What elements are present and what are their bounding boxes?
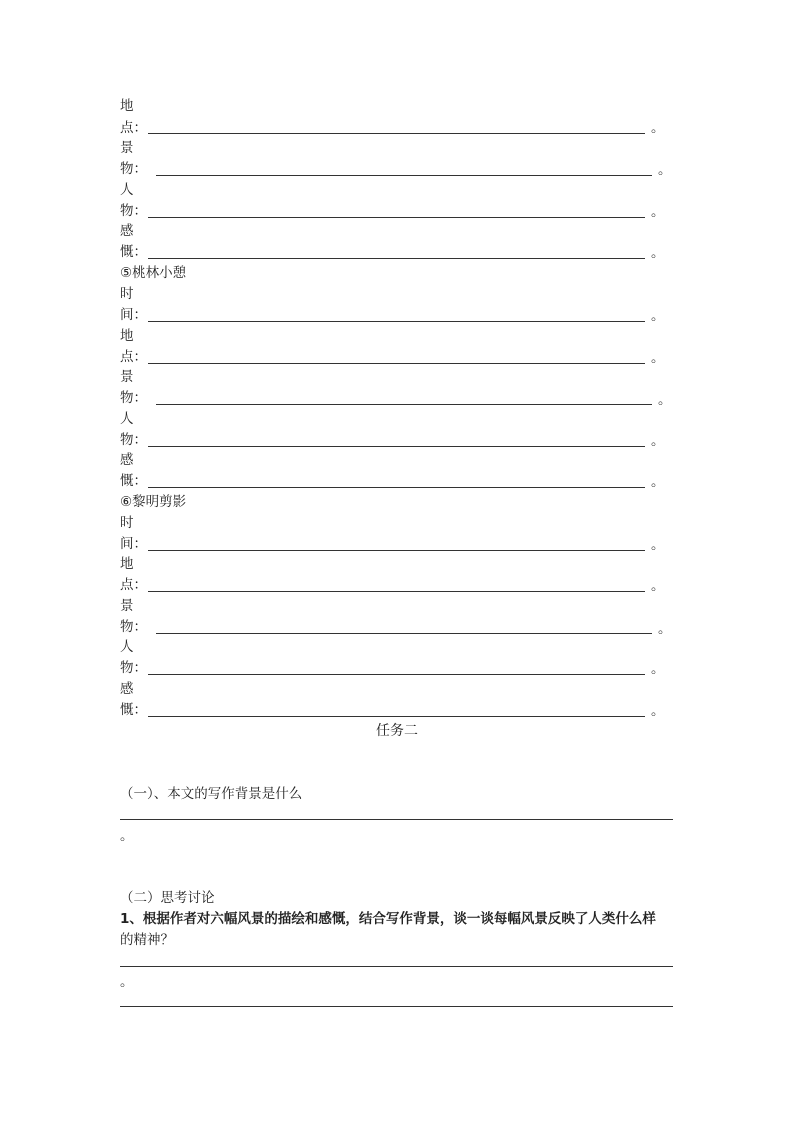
answer-line[interactable]: [148, 674, 645, 675]
period: 。: [651, 245, 665, 261]
answer-line[interactable]: [156, 404, 652, 405]
section-title: ⑤桃林小憩: [120, 265, 187, 281]
field-char-top: 景: [120, 369, 134, 385]
answer-line[interactable]: [148, 258, 645, 259]
field-char-top: 感: [120, 223, 134, 239]
field-label: 物：: [120, 203, 147, 219]
period: 。: [651, 578, 665, 594]
period: 。: [651, 308, 665, 324]
field-label: 间：: [120, 307, 147, 323]
question-1: （一）、本文的写作背景是什么: [120, 786, 303, 802]
answer-line[interactable]: [148, 591, 645, 592]
answer-line[interactable]: [156, 175, 652, 176]
field-label: 物：: [120, 619, 147, 635]
period: 。: [120, 974, 134, 990]
task-title: 任务二: [376, 723, 418, 739]
answer-line[interactable]: [148, 363, 645, 364]
answer-line[interactable]: [148, 487, 645, 488]
field-label: 物：: [120, 432, 147, 448]
answer-line[interactable]: [148, 217, 645, 218]
field-label: 物：: [120, 161, 147, 177]
field-label: 物：: [120, 390, 147, 406]
period: 。: [120, 828, 134, 844]
field-label: 物：: [120, 660, 147, 676]
answer-line[interactable]: [148, 716, 645, 717]
field-char-top: 感: [120, 681, 134, 697]
answer-line[interactable]: [148, 133, 645, 134]
period: 。: [651, 204, 665, 220]
field-label: 慨：: [120, 244, 147, 260]
period: 。: [651, 120, 665, 136]
period: 。: [658, 621, 672, 637]
question-2-heading: （二）思考讨论: [120, 890, 215, 906]
field-label: 慨：: [120, 473, 147, 489]
period: 。: [651, 661, 665, 677]
answer-line[interactable]: [156, 633, 652, 634]
field-char-top: 地: [120, 328, 134, 344]
field-char-top: 感: [120, 452, 134, 468]
answer-line[interactable]: [120, 819, 673, 820]
field-label: 点：: [120, 120, 147, 136]
field-label: 慨：: [120, 702, 147, 718]
period: 。: [658, 392, 672, 408]
section-title: ⑥黎明剪影: [120, 494, 187, 510]
answer-line[interactable]: [148, 446, 645, 447]
period: 。: [651, 703, 665, 719]
field-char-top: 地: [120, 98, 134, 114]
field-char-top: 景: [120, 598, 134, 614]
period: 。: [651, 433, 665, 449]
field-label: 点：: [120, 349, 147, 365]
answer-line[interactable]: [148, 321, 645, 322]
field-char-top: 景: [120, 140, 134, 156]
period: 。: [651, 474, 665, 490]
field-char-top: 地: [120, 556, 134, 572]
period: 。: [658, 162, 672, 178]
answer-line[interactable]: [120, 1006, 673, 1007]
field-char-top: 人: [120, 411, 134, 427]
field-char-top: 时: [120, 515, 134, 531]
period: 。: [651, 537, 665, 553]
field-char-top: 人: [120, 182, 134, 198]
field-char-top: 时: [120, 286, 134, 302]
answer-line[interactable]: [120, 966, 673, 967]
period: 。: [651, 350, 665, 366]
question-2-text: 1、根据作者对六幅风景的描绘和感慨，结合写作背景，谈一谈每幅风景反映了人类什么样: [120, 911, 656, 927]
field-char-top: 人: [120, 639, 134, 655]
field-label: 点：: [120, 577, 147, 593]
field-label: 间：: [120, 536, 147, 552]
answer-line[interactable]: [148, 550, 645, 551]
question-2-text-cont: 的精神？: [120, 932, 174, 948]
